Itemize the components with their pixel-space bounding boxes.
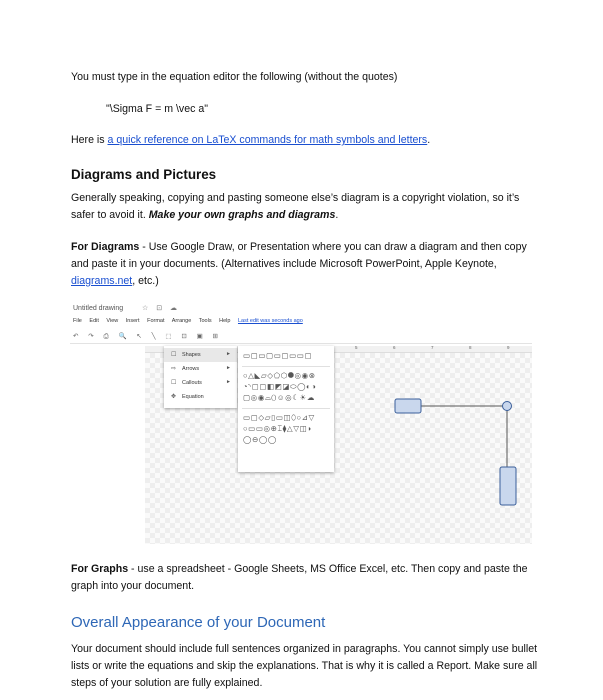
appearance-paragraph: Your document should include full sentences organized in paragraphs. You cannot simply use bullet lists or write the equations and skip the explanations. That is why it is called a Report. Make sure all steps of your solution are fully explained. — [71, 643, 538, 689]
last-edit-notice: Last edit was seconds ago — [237, 318, 303, 324]
title-icons: ☆ ⊡ ☁ — [142, 305, 181, 312]
menu-tools: Tools — [198, 318, 212, 324]
vertical-rectangle-shape — [500, 467, 516, 505]
shape-row-rectangles[interactable]: ▭▢▭▢▭▢▭▭▢ — [243, 351, 313, 360]
menu-file: File — [73, 318, 82, 324]
toolbar-icons: ↶ ↷ ⎙ 🔍 ↖ ╲ ⬚ ⊡ ▣ ⊞ — [73, 333, 222, 340]
rounded-rectangle-shape — [395, 399, 421, 413]
menu-item-callouts[interactable] — [164, 376, 237, 390]
diagrams-emphasis: Make your own graphs and diagrams — [148, 209, 336, 221]
diagrams-paragraph-end: . — [335, 209, 339, 221]
ruler-label: 9 — [507, 345, 510, 350]
menu-insert: Insert — [125, 318, 140, 324]
editor-gutter — [70, 346, 145, 544]
for-graphs-label: For Graphs — [71, 563, 129, 575]
chevron-right-icon: ► — [226, 365, 231, 371]
latex-code: "\Sigma F = m \vec a" — [106, 103, 209, 115]
drawing-editor-screenshot — [70, 300, 532, 544]
shape-row[interactable]: ◔◝▢▢◧◩◪⬭◯◐◑ — [243, 382, 317, 391]
editor-menubar — [73, 318, 309, 324]
chevron-right-icon: ► — [226, 351, 231, 357]
menu-item-arrows[interactable] — [164, 362, 237, 376]
shape-row[interactable]: ○△◣▱◇⬠⬡⯃◎◉⊗ — [243, 371, 316, 380]
menu-help: Help — [219, 318, 231, 324]
latex-reference-link[interactable]: a quick reference on LaTeX commands for math symbols and letters — [107, 134, 428, 146]
menu-view: View — [106, 318, 119, 324]
menu-arrange: Arrange — [171, 318, 192, 324]
menu-item-label: Equation — [182, 394, 204, 400]
ruler-label: 6 — [393, 345, 396, 350]
shape-row[interactable]: ▭▢◇▱▯▭◫⬯○⊿▽ — [243, 413, 315, 422]
editor-toolbar — [70, 330, 532, 344]
ruler-label: 7 — [431, 345, 434, 350]
equation-icon: ✥ — [171, 394, 177, 400]
for-diagrams-end: , etc.) — [132, 275, 159, 287]
callout-icon: ☐ — [171, 380, 177, 386]
menu-edit: Edit — [89, 318, 99, 324]
for-graphs-text: - use a spreadsheet - Google Sheets, MS Office Excel, etc. Then copy and paste the graph into your document. — [71, 563, 528, 592]
shape-row[interactable]: ▢◎◉⌓⬯☺◎☾☀☁ — [243, 393, 315, 402]
for-diagrams-paragraph — [71, 239, 541, 290]
chevron-right-icon: ► — [226, 379, 231, 385]
menu-format: Format — [147, 318, 165, 324]
reference-line — [71, 132, 551, 149]
reference-suffix: . — [427, 134, 431, 146]
menu-item-label: Arrows — [182, 366, 200, 372]
circle-shape — [503, 402, 512, 411]
for-graphs-paragraph — [71, 561, 541, 595]
diagrams-heading: Diagrams and Pictures — [71, 167, 217, 182]
shape-row[interactable]: ○▭▭◎⊕⌶⧫△▽◫◗ — [243, 424, 313, 433]
ruler-label: 8 — [469, 345, 472, 350]
drawing-title: Untitled drawing — [73, 305, 124, 312]
menu-item-label: Callouts — [182, 380, 202, 386]
shapes-submenu — [238, 346, 334, 472]
reference-prefix: Here is — [71, 134, 108, 146]
menu-item-equation[interactable] — [164, 390, 237, 404]
menu-item-shapes[interactable] — [164, 348, 237, 362]
menu-item-label: Shapes — [182, 352, 201, 358]
shapes-icon: ☐ — [171, 352, 177, 358]
arrow-icon: ⇨ — [171, 366, 177, 372]
shape-row[interactable]: ◯⊖◯◯ — [243, 435, 277, 444]
diagrams-net-link[interactable]: diagrams.net — [71, 275, 133, 287]
for-diagrams-label: For Diagrams — [71, 241, 140, 253]
appearance-heading: Overall Appearance of your Document — [71, 614, 326, 631]
diagrams-paragraph-text: Generally speaking, copying and pasting someone else’s diagram is a copyright violation, so it’s safer to avoid it. — [71, 192, 520, 221]
for-diagrams-text: - Use Google Draw, or Presentation where you can draw a diagram and then copy and paste it in your documents. (Alternatives include Microsoft PowerPoint, Apple Keynote, — [71, 241, 527, 270]
insert-menu — [164, 346, 237, 408]
intro-line: You must type in the equation editor the following (without the quotes) — [71, 71, 398, 83]
diagrams-paragraph — [71, 190, 541, 224]
submenu-divider — [242, 408, 330, 409]
ruler-label: 5 — [355, 345, 358, 350]
submenu-divider — [242, 366, 330, 367]
